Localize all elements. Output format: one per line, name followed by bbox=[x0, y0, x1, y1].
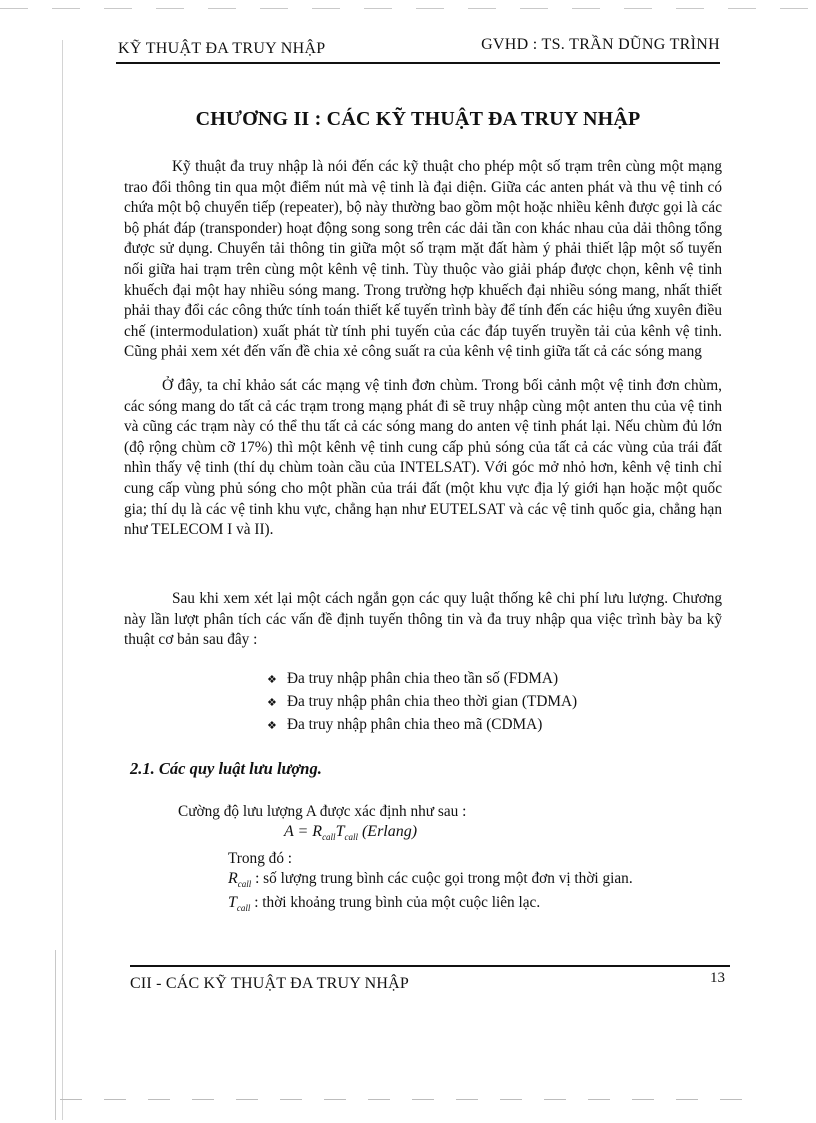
header-rule bbox=[116, 62, 720, 64]
list-item bbox=[267, 714, 577, 737]
scan-artifact-top bbox=[0, 8, 816, 9]
list-item bbox=[267, 668, 577, 691]
list-item bbox=[267, 691, 577, 714]
diamond-bullet-icon: ❖ bbox=[267, 697, 277, 709]
list-item-text: Đa truy nhập phân chia theo thời gian (TDMA) bbox=[287, 693, 578, 710]
header-advisor: GVHD : TS. TRẦN DŨNG TRÌNH bbox=[481, 36, 720, 53]
paragraph-text: Kỹ thuật đa truy nhập là nói đến các kỹ thuật cho phép một số trạm trên cùng một mạng trao đổi thông tin qua một điểm nút mà vệ tinh là đại diện. Giữa các anten phát và thu vệ tinh có chứa một bộ chuyển tiếp (repeater), bộ này thường bao gồm một hoặc nhiều kênh được gọi là các bộ phát đáp (transponder) hoạt động song song trên các dải tần con khác nhau của dải thông tổng được sử dụng. Chuyển tải thông tin giữa một số trạm mặt đất hàm ý phải thiết lập một số tuyến nối giữa hai trạm trên cùng một kênh vệ tinh. Tùy thuộc vào giải pháp được chọn, kênh vệ tinh khuếch đại một hay nhiều sóng mang. Trong trường hợp khuếch đại nhiều sóng mang, nhất thiết phải thay đổi các công thức tính toán thiết kế tuyến trình bày để tính đến các hiệu ứng xuyên điều chế (intermodulation) xuất phát từ tính phi tuyến của các đáp tuyến truyền tải của kênh vệ tinh. Cũng phải xem xét đến vấn đề chia xẻ công suất ra của kênh vệ tinh giữa tất cả các sóng mang bbox=[124, 158, 722, 361]
definition-subscript: call bbox=[236, 903, 251, 914]
scan-artifact-left-lower bbox=[55, 950, 56, 1120]
definition-text: : số lượng trung bình các cuộc gọi trong một đơn vị thời gian. bbox=[251, 870, 633, 887]
diamond-bullet-icon: ❖ bbox=[267, 674, 277, 686]
definition-text: : thời khoảng trung bình của một cuộc liên lạc. bbox=[250, 894, 541, 911]
definition-subscript: call bbox=[237, 879, 252, 890]
where-label: Trong đó : bbox=[228, 850, 293, 867]
formula-unit: (Erlang) bbox=[357, 823, 418, 840]
equation-intro: Cường độ lưu lượng A được xác định như sau : bbox=[178, 803, 467, 820]
header-left-title: KỸ THUẬT ĐA TRUY NHẬP bbox=[118, 40, 326, 57]
formula-t: T bbox=[335, 823, 345, 840]
definition-symbol: R bbox=[228, 870, 238, 887]
running-header bbox=[116, 34, 720, 64]
formula-r-sub: call bbox=[322, 832, 336, 843]
erlang-formula bbox=[284, 823, 417, 842]
chapter-title: CHƯƠNG II : CÁC KỸ THUẬT ĐA TRUY NHẬP bbox=[195, 108, 641, 130]
list-item-text: Đa truy nhập phân chia theo mã (CDMA) bbox=[287, 716, 543, 733]
definition-t-call bbox=[228, 894, 540, 913]
list-item-text: Đa truy nhập phân chia theo tần số (FDMA) bbox=[287, 670, 559, 687]
page-number: 13 bbox=[710, 970, 725, 986]
formula-t-sub: call bbox=[344, 832, 358, 843]
section-heading: 2.1. Các quy luật lưu lượng. bbox=[130, 759, 322, 778]
formula-r: R bbox=[312, 823, 323, 840]
footer-chapter-label: CII - CÁC KỸ THUẬT ĐA TRUY NHẬP bbox=[130, 975, 409, 992]
scan-artifact-left bbox=[62, 40, 63, 1120]
definition-symbol: T bbox=[228, 894, 237, 911]
footer-rule bbox=[130, 965, 730, 967]
paragraph-text: Sau khi xem xét lại một cách ngắn gọn các quy luật thống kê chi phí lưu lượng. Chương này lần lượt phân tích các vấn đề định tuyến thông tin và đa truy nhập qua việc trình bày ba kỹ thuật cơ bản sau đây : bbox=[124, 590, 722, 649]
scan-artifact-bottom bbox=[60, 1099, 760, 1100]
paragraph-chapter-overview bbox=[124, 589, 722, 651]
formula-lhs: A = bbox=[284, 823, 313, 840]
diamond-bullet-icon: ❖ bbox=[267, 720, 277, 732]
paragraph-intro bbox=[124, 157, 722, 363]
paragraph-single-beam bbox=[124, 376, 722, 541]
definition-r-call bbox=[228, 870, 633, 889]
technique-list bbox=[267, 668, 577, 737]
paragraph-text: Ở đây, ta chỉ khảo sát các mạng vệ tinh đơn chùm. Trong bối cảnh một vệ tinh đơn chùm, các sóng mang do tất cả các trạm trong mạng phát đi sẽ truy nhập cùng một anten thu của vệ tinh và cũng các trạm này có thể thu tất cả các sóng mang do anten vệ tinh phát lại. Nếu chùm đủ lớn (độ rộng chùm cỡ 17%) thì một kênh vệ tinh cung cấp phủ sóng của tất cả các vùng của trái đất nhìn thấy vệ tinh (thí dụ chùm toàn cầu của INTELSAT). Với góc mở nhỏ hơn, kênh vệ tinh chỉ cung cấp vùng phủ sóng cho một phần của trái đất (một khu vực địa lý giới hạn hoặc một quốc gia; thí dụ là các vệ tinh khu vực, chẳng hạn như EUTELSAT và các vệ tinh quốc gia, chẳng hạn như TELECOM I và II). bbox=[124, 377, 722, 539]
